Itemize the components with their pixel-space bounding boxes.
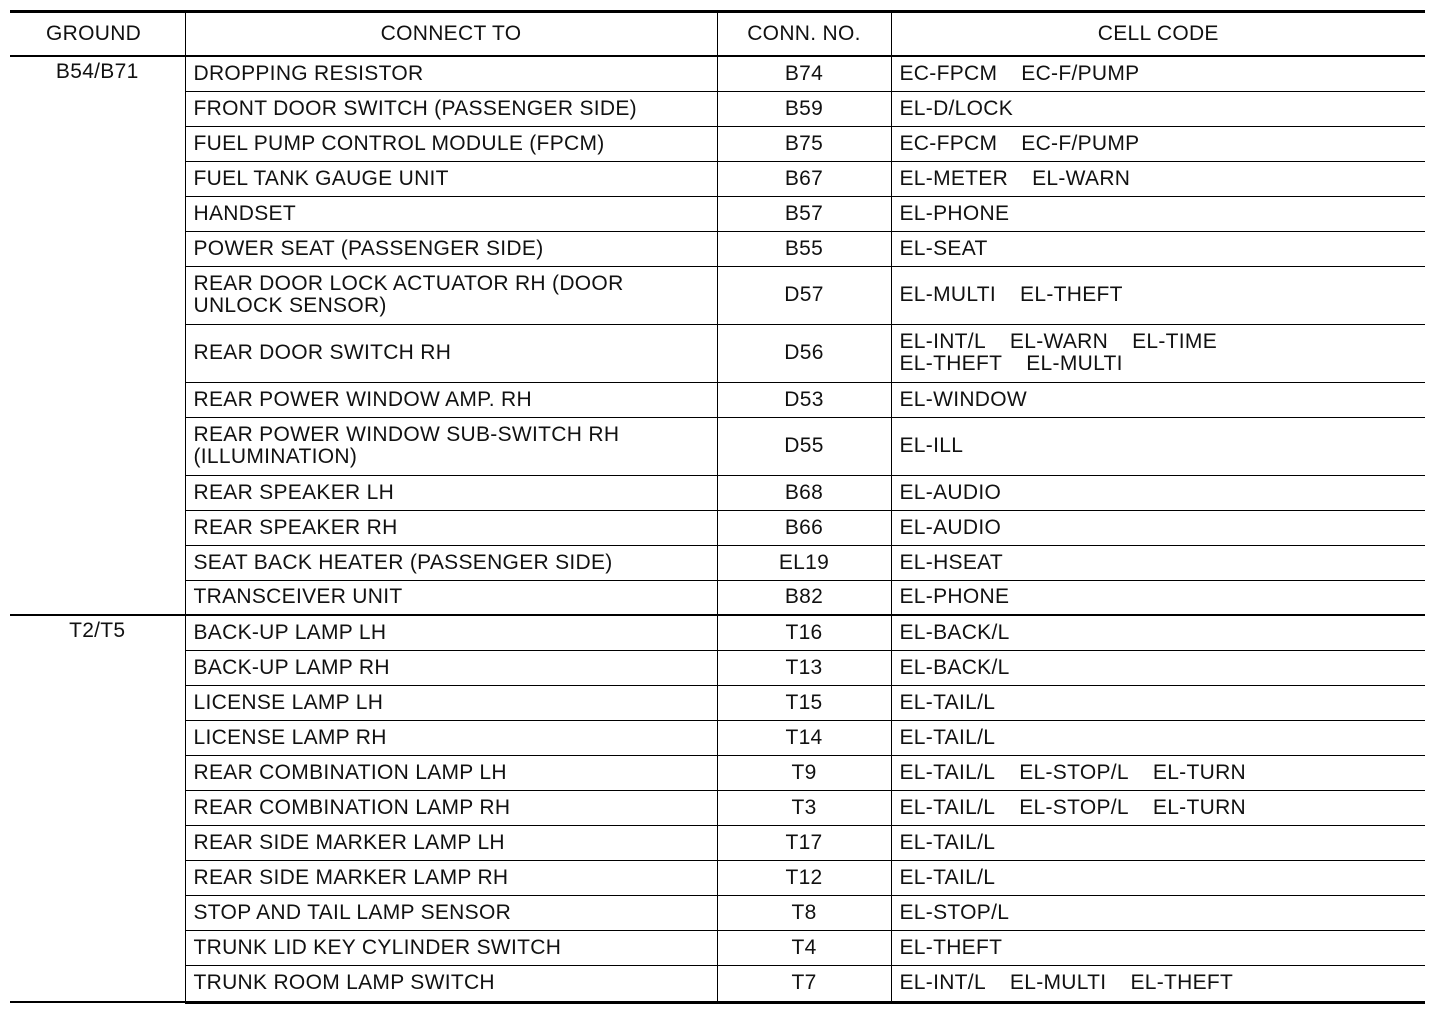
connect-to-cell: FRONT DOOR SWITCH (PASSENGER SIDE) [185, 91, 717, 126]
connect-to-cell: REAR COMBINATION LAMP LH [185, 755, 717, 790]
header-conn-no: CONN. NO. [717, 12, 891, 57]
conn-no-cell: B75 [717, 126, 891, 161]
cell-code-cell [891, 860, 1425, 895]
cell-code: EL-PHONE [899, 585, 1010, 609]
cell-code: EL-THEFT [899, 935, 1003, 959]
conn-no-cell: B55 [717, 231, 891, 266]
cell-code-cell [891, 475, 1425, 510]
connect-to-cell: SEAT BACK HEATER (PASSENGER SIDE) [185, 545, 717, 580]
cell-code-cell [891, 196, 1425, 231]
cell-code-cell [891, 790, 1425, 825]
ground-connection-table [10, 10, 1425, 1004]
table-row [10, 580, 1425, 615]
connect-to-cell: TRANSCEIVER UNIT [185, 580, 717, 615]
table-row [10, 161, 1425, 196]
table-row [10, 895, 1425, 930]
conn-no-cell: D53 [717, 382, 891, 417]
cell-code: EL-TAIL/L [899, 830, 996, 854]
conn-no-cell: B66 [717, 510, 891, 545]
ground-cell: B54/B71 [10, 56, 185, 615]
table-row [10, 930, 1425, 965]
cell-code: EC-FPCM [899, 61, 998, 85]
connect-to-cell: HANDSET [185, 196, 717, 231]
connect-to-cell: LICENSE LAMP RH [185, 720, 717, 755]
table-row [10, 56, 1425, 91]
conn-no-cell: B59 [717, 91, 891, 126]
conn-no-cell: B82 [717, 580, 891, 615]
table-row [10, 755, 1425, 790]
connect-to-cell: REAR DOOR LOCK ACTUATOR RH (DOOR UNLOCK SENSOR) [185, 266, 717, 324]
connect-to-cell: REAR POWER WINDOW SUB-SWITCH RH (ILLUMINATION) [185, 417, 717, 475]
cell-code: EL-TAIL/L [899, 690, 996, 714]
table-row [10, 965, 1425, 1002]
cell-code-cell [891, 545, 1425, 580]
conn-no-cell: T4 [717, 930, 891, 965]
table-row [10, 417, 1425, 475]
cell-code-cell [891, 580, 1425, 615]
conn-no-cell: B68 [717, 475, 891, 510]
conn-no-cell: T15 [717, 685, 891, 720]
cell-code: EL-SEAT [899, 236, 988, 260]
cell-code: EL-TIME [1132, 330, 1218, 353]
cell-code: EL-HSEAT [899, 550, 1004, 574]
table-row [10, 860, 1425, 895]
table-row [10, 324, 1425, 382]
cell-code: EC-F/PUMP [1021, 131, 1140, 155]
connect-to-cell: LICENSE LAMP LH [185, 685, 717, 720]
cell-code: EL-STOP/L [1019, 760, 1129, 784]
cell-code-cell [891, 126, 1425, 161]
connect-to-cell: REAR SPEAKER LH [185, 475, 717, 510]
table-row [10, 126, 1425, 161]
table-row [10, 545, 1425, 580]
connect-to-cell: TRUNK ROOM LAMP SWITCH [185, 965, 717, 1002]
cell-code: EL-MULTI [899, 283, 997, 306]
table-row [10, 790, 1425, 825]
header-cell-code: CELL CODE [891, 12, 1425, 57]
cell-code: EL-AUDIO [899, 480, 1002, 504]
conn-no-cell: T17 [717, 825, 891, 860]
table-row [10, 825, 1425, 860]
connect-to-cell: REAR SIDE MARKER LAMP RH [185, 860, 717, 895]
connect-to-cell: BACK-UP LAMP LH [185, 615, 717, 650]
cell-code: EL-THEFT [899, 352, 1003, 375]
cell-code: EL-INT/L [899, 330, 986, 353]
cell-code-cell [891, 266, 1425, 324]
conn-no-cell: B67 [717, 161, 891, 196]
cell-code: EL-STOP/L [1019, 795, 1129, 819]
cell-code-cell [891, 720, 1425, 755]
cell-code: EC-F/PUMP [1021, 61, 1140, 85]
cell-code-cell [891, 895, 1425, 930]
conn-no-cell: EL19 [717, 545, 891, 580]
connect-to-cell: FUEL PUMP CONTROL MODULE (FPCM) [185, 126, 717, 161]
cell-code: EC-FPCM [899, 131, 998, 155]
cell-code-cell [891, 231, 1425, 266]
connect-to-cell: REAR SPEAKER RH [185, 510, 717, 545]
cell-code-cell [891, 91, 1425, 126]
conn-no-cell: T13 [717, 650, 891, 685]
cell-code: EL-ILL [899, 434, 964, 457]
conn-no-cell: T14 [717, 720, 891, 755]
ground-cell: T2/T5 [10, 615, 185, 1002]
table-row [10, 231, 1425, 266]
conn-no-cell: T7 [717, 965, 891, 1002]
cell-code-cell [891, 417, 1425, 475]
connect-to-cell: BACK-UP LAMP RH [185, 650, 717, 685]
cell-code-cell [891, 685, 1425, 720]
table-row [10, 650, 1425, 685]
cell-code: EL-TURN [1152, 760, 1246, 784]
cell-code: EL-TURN [1152, 795, 1246, 819]
cell-code: EL-TAIL/L [899, 760, 996, 784]
table-row [10, 720, 1425, 755]
table-row [10, 382, 1425, 417]
cell-code-cell [891, 324, 1425, 382]
cell-code: EL-PHONE [899, 201, 1010, 225]
cell-code: EL-STOP/L [899, 900, 1010, 924]
cell-code-cell [891, 755, 1425, 790]
conn-no-cell: T3 [717, 790, 891, 825]
table-row [10, 510, 1425, 545]
cell-code-cell [891, 382, 1425, 417]
cell-code-cell [891, 161, 1425, 196]
connect-to-cell: DROPPING RESISTOR [185, 56, 717, 91]
cell-code-cell [891, 650, 1425, 685]
cell-code-cell [891, 56, 1425, 91]
cell-code-cell [891, 510, 1425, 545]
conn-no-cell: T16 [717, 615, 891, 650]
table-row [10, 266, 1425, 324]
cell-code: EL-WINDOW [899, 387, 1028, 411]
connect-to-cell: REAR DOOR SWITCH RH [185, 324, 717, 382]
table-row [10, 91, 1425, 126]
table-row [10, 615, 1425, 650]
connect-to-cell: TRUNK LID KEY CYLINDER SWITCH [185, 930, 717, 965]
connect-to-cell: REAR POWER WINDOW AMP. RH [185, 382, 717, 417]
cell-code-cell [891, 615, 1425, 650]
header-connect-to: CONNECT TO [185, 12, 717, 57]
header-ground: GROUND [10, 12, 185, 57]
conn-no-cell: D55 [717, 417, 891, 475]
table-row [10, 685, 1425, 720]
cell-code: EL-WARN [1009, 330, 1109, 353]
cell-code: EL-METER [899, 166, 1009, 190]
connect-to-cell: FUEL TANK GAUGE UNIT [185, 161, 717, 196]
connect-to-cell: REAR SIDE MARKER LAMP LH [185, 825, 717, 860]
conn-no-cell: T9 [717, 755, 891, 790]
conn-no-cell: B57 [717, 196, 891, 231]
cell-code: EL-AUDIO [899, 515, 1002, 539]
connect-to-cell: POWER SEAT (PASSENGER SIDE) [185, 231, 717, 266]
cell-code: EL-TAIL/L [899, 865, 996, 889]
cell-code: EL-INT/L [899, 971, 986, 994]
cell-code: EL-WARN [1032, 166, 1131, 190]
conn-no-cell: T8 [717, 895, 891, 930]
cell-code-cell [891, 930, 1425, 965]
cell-code-cell [891, 965, 1425, 1002]
connect-to-cell: REAR COMBINATION LAMP RH [185, 790, 717, 825]
conn-no-cell: B74 [717, 56, 891, 91]
conn-no-cell: D56 [717, 324, 891, 382]
cell-code: EL-TAIL/L [899, 795, 996, 819]
table-row [10, 196, 1425, 231]
cell-code: EL-D/LOCK [899, 96, 1014, 120]
conn-no-cell: T12 [717, 860, 891, 895]
table-row [10, 475, 1425, 510]
cell-code: EL-THEFT [1020, 283, 1123, 306]
cell-code: EL-BACK/L [899, 655, 1010, 679]
header-row [10, 12, 1425, 57]
cell-code: EL-MULTI [1009, 971, 1107, 994]
cell-code-cell [891, 825, 1425, 860]
conn-no-cell: D57 [717, 266, 891, 324]
cell-code: EL-BACK/L [899, 620, 1010, 644]
cell-code: EL-THEFT [1130, 971, 1234, 994]
cell-code: EL-MULTI [1026, 352, 1123, 375]
cell-code: EL-TAIL/L [899, 725, 996, 749]
connect-to-cell: STOP AND TAIL LAMP SENSOR [185, 895, 717, 930]
